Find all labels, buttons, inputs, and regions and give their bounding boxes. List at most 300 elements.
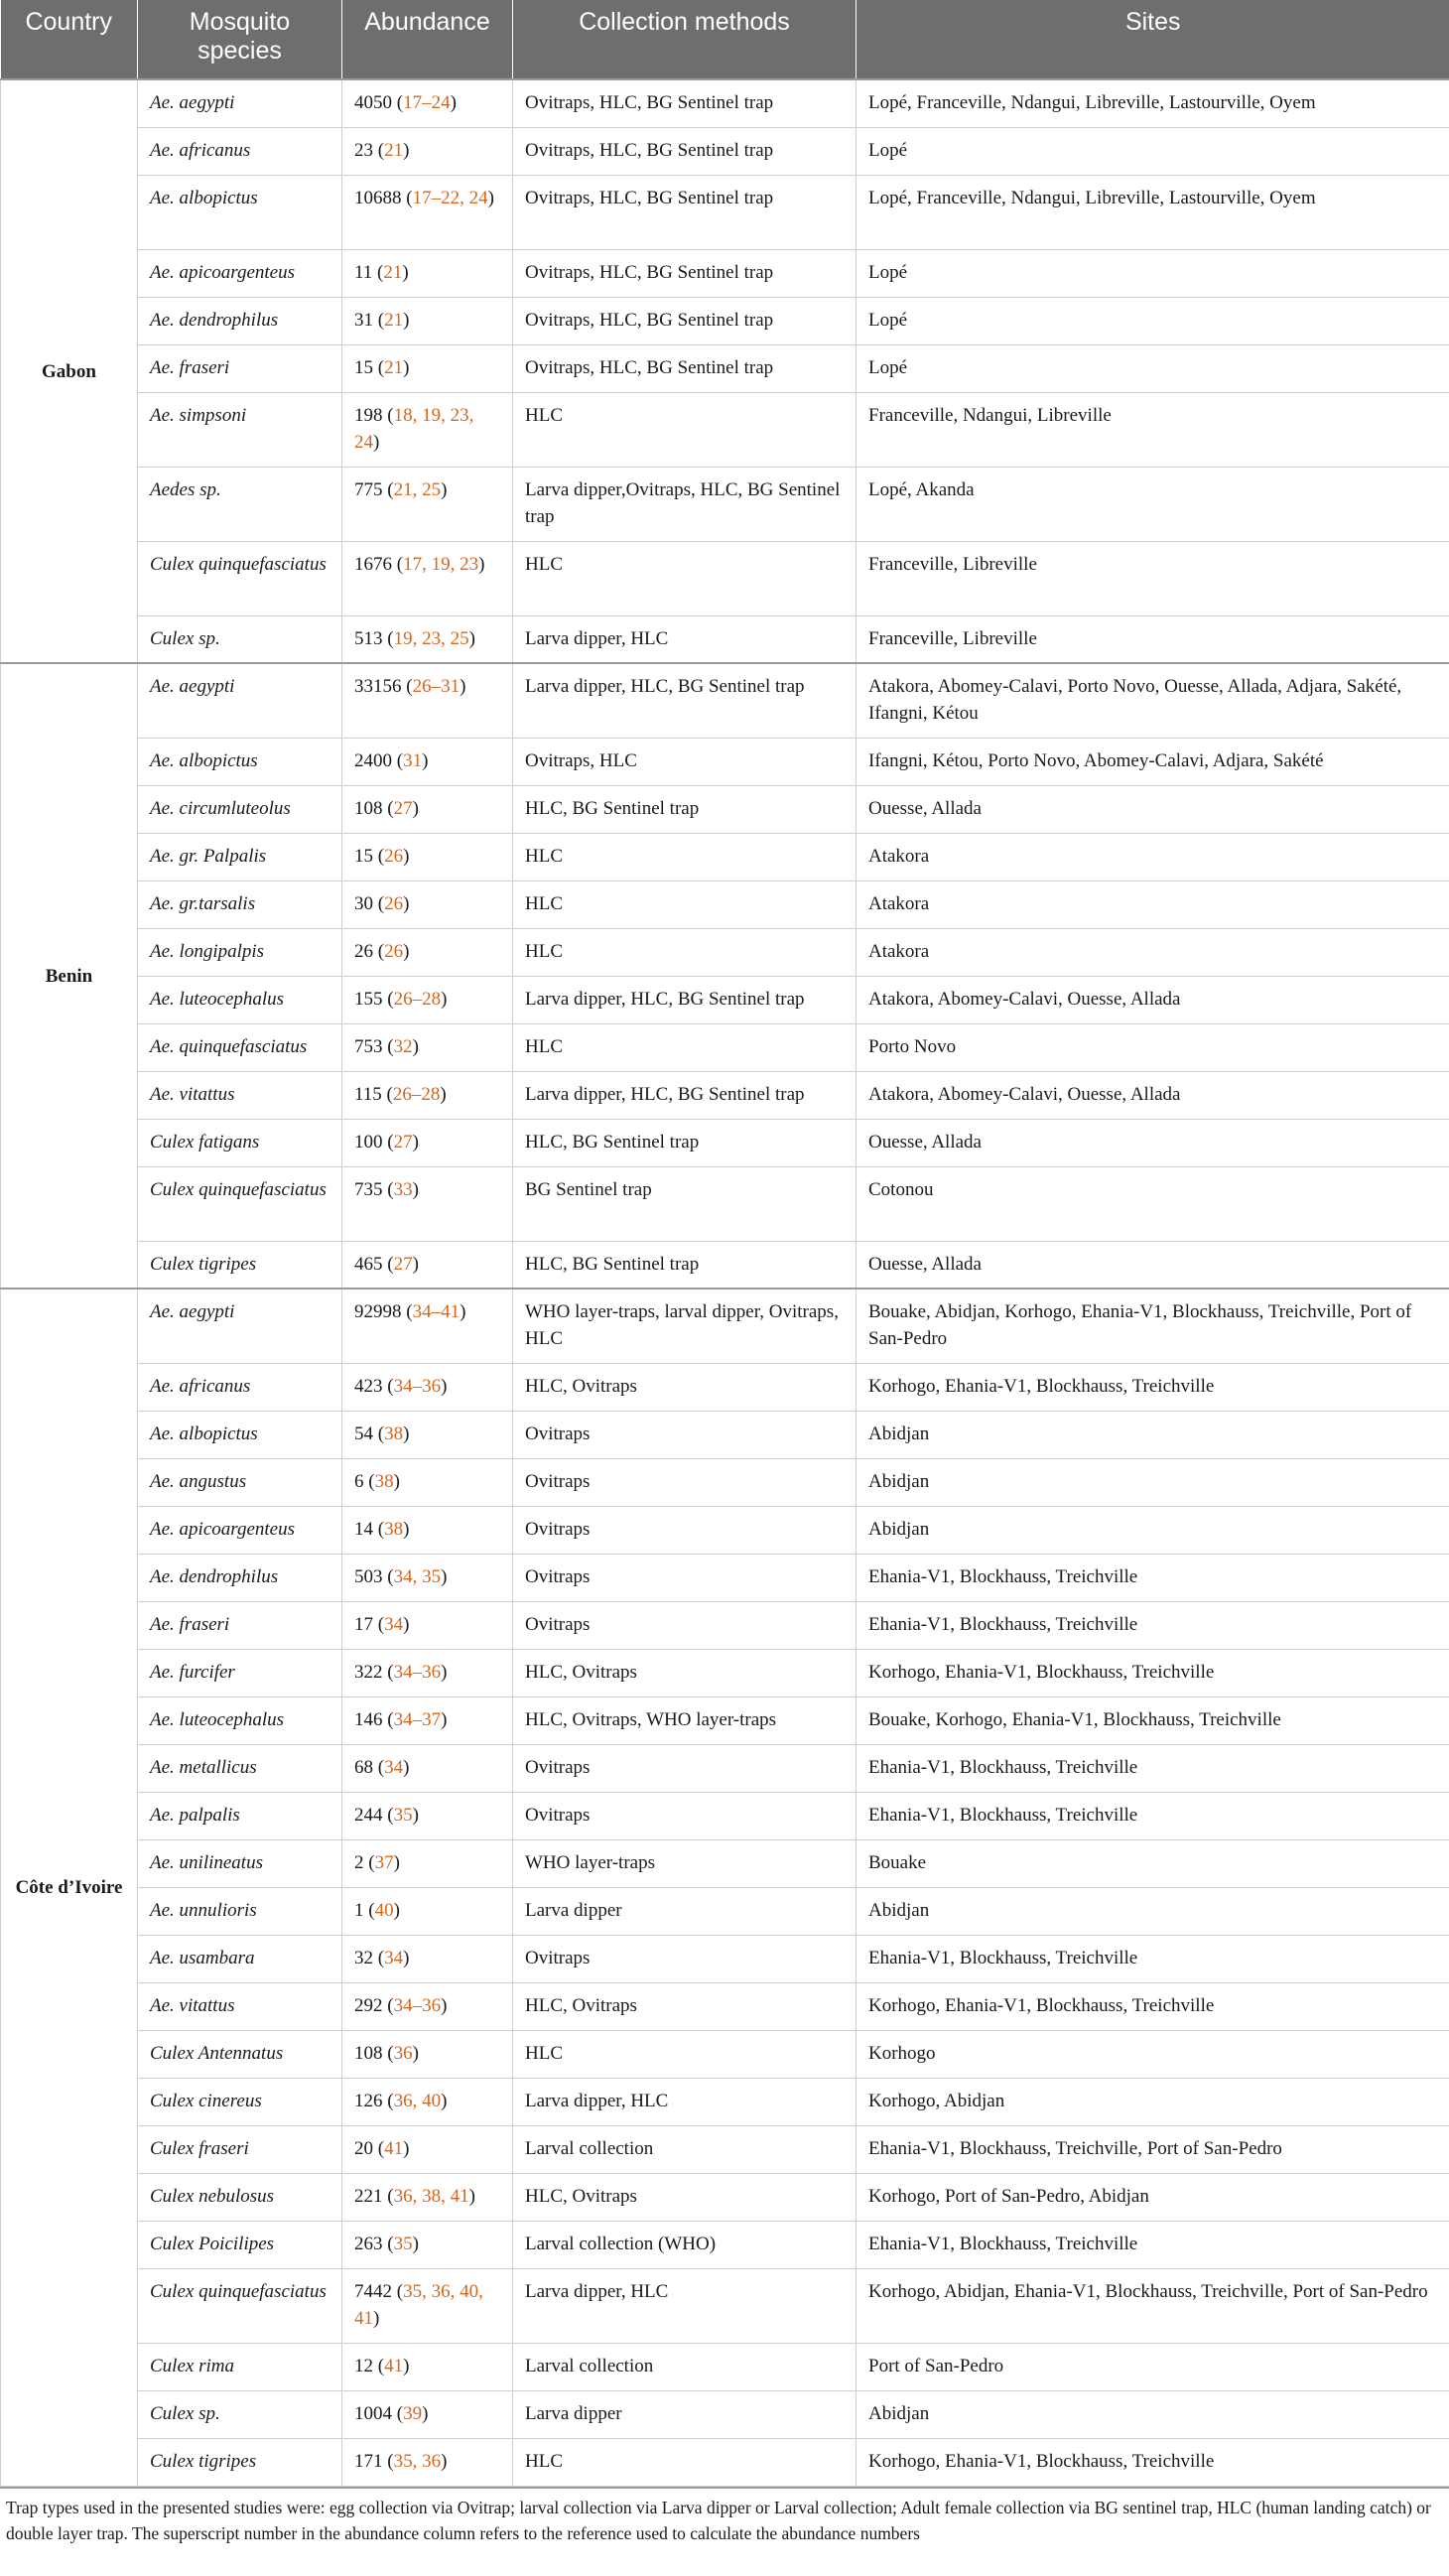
table-row	[1, 1241, 1449, 1288]
sites-cell: Ehania-V1, Blockhauss, Treichville, Port of San-Pedro	[856, 2125, 1449, 2173]
table-row	[1, 467, 1449, 541]
abundance-cell: 100 (27)	[342, 1119, 513, 1166]
abundance-cell: 32 (34)	[342, 1935, 513, 1982]
reference-link[interactable]: 17–22, 24	[412, 187, 488, 208]
abundance-count: 4050	[354, 92, 392, 113]
reference-link[interactable]: 17–24	[403, 92, 451, 113]
abundance-cell: 12 (41)	[342, 2343, 513, 2390]
methods-cell: Ovitraps, HLC, BG Sentinel trap	[513, 297, 856, 344]
table-row	[1, 2030, 1449, 2078]
abundance-count: 32	[354, 1947, 373, 1968]
reference-link[interactable]: 41	[384, 2137, 404, 2159]
abundance-count: 292	[354, 1994, 383, 2016]
reference-link[interactable]: 35	[393, 2233, 413, 2254]
abundance-count: 221	[354, 2185, 383, 2207]
sites-cell: Atakora, Abomey-Calavi, Ouesse, Allada	[856, 1071, 1449, 1119]
species-cell: Culex fatigans	[138, 1119, 342, 1166]
methods-cell: HLC, Ovitraps	[513, 1363, 856, 1411]
species-cell: Ae. vitattus	[138, 1071, 342, 1119]
reference-link[interactable]: 34–36	[393, 1661, 442, 1683]
methods-cell: HLC	[513, 2030, 856, 2078]
abundance-cell: 54 (38)	[342, 1411, 513, 1458]
abundance-count: 503	[354, 1565, 383, 1587]
table-row	[1, 881, 1449, 928]
table-row	[1, 1649, 1449, 1696]
sites-cell: Ehania-V1, Blockhauss, Treichville	[856, 1744, 1449, 1792]
abundance-cell: 423 (34–36)	[342, 1363, 513, 1411]
abundance-count: 322	[354, 1661, 383, 1683]
reference-link[interactable]: 21, 25	[393, 478, 442, 500]
reference-link[interactable]: 36, 40	[393, 2090, 442, 2111]
species-cell: Ae. apicoargenteus	[138, 249, 342, 297]
abundance-count: 753	[354, 1035, 383, 1057]
table-row	[1, 2390, 1449, 2438]
reference-link[interactable]: 26–31	[412, 676, 461, 697]
abundance-cell: 11 (21)	[342, 249, 513, 297]
reference-link[interactable]: 34	[384, 1947, 404, 1968]
table-row	[1, 1023, 1449, 1071]
abundance-cell: 1004 (39)	[342, 2390, 513, 2438]
abundance-cell: 108 (27)	[342, 785, 513, 833]
species-cell: Ae. aegypti	[138, 1288, 342, 1363]
methods-cell: HLC	[513, 833, 856, 881]
sites-cell: Lopé	[856, 127, 1449, 175]
table-row	[1, 615, 1449, 663]
species-cell: Ae. usambara	[138, 1935, 342, 1982]
species-cell: Ae. fraseri	[138, 1601, 342, 1649]
abundance-cell: 31 (21)	[342, 297, 513, 344]
header-sites: Sites	[856, 0, 1449, 79]
sites-cell: Atakora	[856, 833, 1449, 881]
methods-cell: Ovitraps	[513, 1935, 856, 1982]
abundance-cell: 126 (36, 40)	[342, 2078, 513, 2125]
sites-cell: Atakora, Abomey-Calavi, Porto Novo, Ouesse, Allada, Adjara, Sakété, Ifangni, Kétou	[856, 663, 1449, 738]
species-cell: Culex cinereus	[138, 2078, 342, 2125]
species-cell: Ae. africanus	[138, 127, 342, 175]
species-cell: Culex sp.	[138, 2390, 342, 2438]
table-row	[1, 1554, 1449, 1601]
species-cell: Culex quinquefasciatus	[138, 1166, 342, 1241]
reference-link[interactable]: 35, 36, 40, 41	[354, 2280, 483, 2329]
table-row	[1, 2173, 1449, 2221]
table-row	[1, 1601, 1449, 1649]
methods-cell: Larva dipper, HLC	[513, 2268, 856, 2343]
table-row	[1, 738, 1449, 785]
abundance-cell: 221 (36, 38, 41)	[342, 2173, 513, 2221]
methods-cell: HLC, Ovitraps	[513, 2173, 856, 2221]
methods-cell: Ovitraps	[513, 1601, 856, 1649]
species-cell: Culex nebulosus	[138, 2173, 342, 2221]
species-cell: Culex quinquefasciatus	[138, 2268, 342, 2343]
reference-link[interactable]: 21	[384, 309, 404, 331]
sites-cell: Cotonou	[856, 1166, 1449, 1241]
abundance-cell: 465 (27)	[342, 1241, 513, 1288]
abundance-cell: 15 (21)	[342, 344, 513, 392]
methods-cell: Ovitraps, HLC, BG Sentinel trap	[513, 175, 856, 249]
methods-cell: HLC	[513, 1023, 856, 1071]
species-cell: Ae. luteocephalus	[138, 976, 342, 1023]
reference-link[interactable]: 21	[383, 261, 403, 283]
methods-cell: HLC, Ovitraps	[513, 1649, 856, 1696]
reference-link[interactable]: 21	[384, 356, 404, 378]
abundance-count: 12	[354, 2355, 373, 2376]
abundance-cell: 2 (37)	[342, 1839, 513, 1887]
reference-link[interactable]: 26–28	[393, 988, 442, 1010]
table-row	[1, 1744, 1449, 1792]
country-cell: Côte d’Ivoire	[1, 1288, 138, 2486]
reference-link[interactable]: 32	[393, 1035, 413, 1057]
species-cell: Culex sp.	[138, 615, 342, 663]
species-cell: Ae. vitattus	[138, 1982, 342, 2030]
table-row	[1, 1696, 1449, 1744]
abundance-cell: 30 (26)	[342, 881, 513, 928]
sites-cell: Korhogo	[856, 2030, 1449, 2078]
species-cell: Ae. africanus	[138, 1363, 342, 1411]
header-species: Mosquito species	[138, 0, 342, 79]
abundance-cell: 513 (19, 23, 25)	[342, 615, 513, 663]
methods-cell: Larval collection	[513, 2343, 856, 2390]
sites-cell: Franceville, Libreville	[856, 615, 1449, 663]
abundance-count: 6	[354, 1470, 364, 1492]
species-cell: Ae. palpalis	[138, 1792, 342, 1839]
table-row	[1, 344, 1449, 392]
species-cell: Ae. albopictus	[138, 175, 342, 249]
sites-cell: Ehania-V1, Blockhauss, Treichville	[856, 1554, 1449, 1601]
table-row	[1, 2268, 1449, 2343]
species-cell: Aedes sp.	[138, 467, 342, 541]
table-row	[1, 663, 1449, 738]
methods-cell: BG Sentinel trap	[513, 1166, 856, 1241]
table-row	[1, 1166, 1449, 1241]
methods-cell: Ovitraps	[513, 1554, 856, 1601]
table-row	[1, 928, 1449, 976]
reference-link[interactable]: 38	[384, 1518, 404, 1540]
species-cell: Ae. apicoargenteus	[138, 1506, 342, 1554]
methods-cell: Ovitraps	[513, 1411, 856, 1458]
abundance-count: 54	[354, 1423, 373, 1444]
species-cell: Ae. gr. Palpalis	[138, 833, 342, 881]
methods-cell: HLC	[513, 881, 856, 928]
abundance-cell: 198 (18, 19, 23, 24)	[342, 392, 513, 467]
species-cell: Culex fraseri	[138, 2125, 342, 2173]
table-row	[1, 1411, 1449, 1458]
reference-link[interactable]: 38	[384, 1423, 404, 1444]
abundance-count: 15	[354, 356, 373, 378]
reference-link[interactable]: 19, 23, 25	[393, 627, 469, 649]
table-row	[1, 1288, 1449, 1363]
reference-link[interactable]: 34	[384, 1613, 404, 1635]
reference-link[interactable]: 35	[393, 1804, 413, 1826]
abundance-cell: 33156 (26–31)	[342, 663, 513, 738]
methods-cell: Ovitraps, HLC, BG Sentinel trap	[513, 79, 856, 127]
sites-cell: Atakora, Abomey-Calavi, Ouesse, Allada	[856, 976, 1449, 1023]
table-row	[1, 1839, 1449, 1887]
species-cell: Ae. albopictus	[138, 1411, 342, 1458]
sites-cell: Abidjan	[856, 2390, 1449, 2438]
abundance-count: 108	[354, 2042, 383, 2064]
abundance-count: 513	[354, 627, 383, 649]
table-row	[1, 833, 1449, 881]
species-cell: Ae. albopictus	[138, 738, 342, 785]
sites-cell: Korhogo, Port of San-Pedro, Abidjan	[856, 2173, 1449, 2221]
table-row	[1, 2343, 1449, 2390]
reference-link[interactable]: 34–37	[393, 1708, 442, 1730]
abundance-cell: 1676 (17, 19, 23)	[342, 541, 513, 615]
sites-cell: Bouake	[856, 1839, 1449, 1887]
reference-link[interactable]: 34–41	[412, 1301, 461, 1322]
methods-cell: Ovitraps, HLC, BG Sentinel trap	[513, 344, 856, 392]
sites-cell: Lopé	[856, 249, 1449, 297]
table-row	[1, 2438, 1449, 2486]
table-row	[1, 249, 1449, 297]
reference-link[interactable]: 26	[384, 940, 404, 962]
methods-cell: HLC, BG Sentinel trap	[513, 1119, 856, 1166]
sites-cell: Lopé, Franceville, Ndangui, Libreville, Lastourville, Oyem	[856, 175, 1449, 249]
methods-cell: WHO layer-traps, larval dipper, Ovitraps, HLC	[513, 1288, 856, 1363]
abundance-cell: 15 (26)	[342, 833, 513, 881]
species-cell: Ae. quinquefasciatus	[138, 1023, 342, 1071]
table-footnote: Trap types used in the presented studies were: egg collection via Ovitrap; larval collection via Larva dipper or Larval collection; Adult female collection via BG sentinel trap, HLC (human landing catch) or double layer trap. The superscript number in the abundance column refers to the reference used to calculate the abundance numbers	[0, 2487, 1449, 2546]
table-row	[1, 976, 1449, 1023]
species-cell: Ae. angustus	[138, 1458, 342, 1506]
species-cell: Ae. circumluteolus	[138, 785, 342, 833]
abundance-count: 465	[354, 1253, 383, 1275]
abundance-count: 23	[354, 139, 373, 161]
reference-link[interactable]: 36, 38, 41	[393, 2185, 469, 2207]
methods-cell: Ovitraps	[513, 1792, 856, 1839]
abundance-cell: 26 (26)	[342, 928, 513, 976]
species-cell: Ae. gr.tarsalis	[138, 881, 342, 928]
abundance-cell: 92998 (34–41)	[342, 1288, 513, 1363]
methods-cell: Ovitraps	[513, 1506, 856, 1554]
table-row	[1, 297, 1449, 344]
sites-cell: Bouake, Korhogo, Ehania-V1, Blockhauss, Treichville	[856, 1696, 1449, 1744]
methods-cell: HLC	[513, 392, 856, 467]
species-cell: Ae. furcifer	[138, 1649, 342, 1696]
abundance-cell: 503 (34, 35)	[342, 1554, 513, 1601]
sites-cell: Korhogo, Abidjan	[856, 2078, 1449, 2125]
methods-cell: Larva dipper	[513, 2390, 856, 2438]
methods-cell: WHO layer-traps	[513, 1839, 856, 1887]
reference-link[interactable]: 34–36	[393, 1375, 442, 1397]
reference-link[interactable]: 35, 36	[393, 2450, 442, 2472]
methods-cell: Ovitraps	[513, 1458, 856, 1506]
sites-cell: Korhogo, Abidjan, Ehania-V1, Blockhauss, Treichville, Port of San-Pedro	[856, 2268, 1449, 2343]
abundance-count: 7442	[354, 2280, 392, 2302]
reference-link[interactable]: 33	[393, 1178, 413, 1200]
species-cell: Ae. longipalpis	[138, 928, 342, 976]
abundance-cell: 23 (21)	[342, 127, 513, 175]
methods-cell: HLC, Ovitraps	[513, 1982, 856, 2030]
abundance-cell: 146 (34–37)	[342, 1696, 513, 1744]
table-header	[1, 0, 1449, 79]
abundance-cell: 68 (34)	[342, 1744, 513, 1792]
reference-link[interactable]: 40	[374, 1899, 394, 1921]
abundance-cell: 292 (34–36)	[342, 1982, 513, 2030]
sites-cell: Bouake, Abidjan, Korhogo, Ehania-V1, Blockhauss, Treichville, Port of San-Pedro	[856, 1288, 1449, 1363]
reference-link[interactable]: 36	[393, 2042, 413, 2064]
abundance-cell: 1 (40)	[342, 1887, 513, 1935]
reference-link[interactable]: 39	[403, 2402, 423, 2424]
abundance-count: 92998	[354, 1301, 402, 1322]
sites-cell: Franceville, Ndangui, Libreville	[856, 392, 1449, 467]
species-cell: Culex Poicilipes	[138, 2221, 342, 2268]
sites-cell: Ehania-V1, Blockhauss, Treichville	[856, 1792, 1449, 1839]
sites-cell: Abidjan	[856, 1506, 1449, 1554]
abundance-cell: 753 (32)	[342, 1023, 513, 1071]
reference-link[interactable]: 31	[403, 749, 423, 771]
species-cell: Ae. aegypti	[138, 79, 342, 127]
abundance-cell: 20 (41)	[342, 2125, 513, 2173]
sites-cell: Korhogo, Ehania-V1, Blockhauss, Treichville	[856, 1649, 1449, 1696]
species-cell: Ae. fraseri	[138, 344, 342, 392]
table-row	[1, 1071, 1449, 1119]
abundance-count: 33156	[354, 676, 402, 697]
table-row	[1, 79, 1449, 127]
abundance-cell: 4050 (17–24)	[342, 79, 513, 127]
table-row	[1, 2078, 1449, 2125]
reference-link[interactable]: 34	[384, 1756, 404, 1778]
species-cell: Ae. simpsoni	[138, 392, 342, 467]
methods-cell: Ovitraps, HLC, BG Sentinel trap	[513, 127, 856, 175]
species-cell: Ae. aegypti	[138, 663, 342, 738]
table-row	[1, 785, 1449, 833]
reference-link[interactable]: 26	[384, 892, 404, 914]
sites-cell: Port of San-Pedro	[856, 2343, 1449, 2390]
abundance-count: 423	[354, 1375, 383, 1397]
methods-cell: Larval collection (WHO)	[513, 2221, 856, 2268]
reference-link[interactable]: 26–28	[392, 1083, 441, 1105]
species-cell: Ae. metallicus	[138, 1744, 342, 1792]
country-cell: Gabon	[1, 79, 138, 663]
abundance-count: 10688	[354, 187, 402, 208]
species-cell: Culex rima	[138, 2343, 342, 2390]
table-row	[1, 1506, 1449, 1554]
abundance-count: 17	[354, 1613, 373, 1635]
sites-cell: Ouesse, Allada	[856, 1119, 1449, 1166]
species-cell: Culex quinquefasciatus	[138, 541, 342, 615]
table-row	[1, 1792, 1449, 1839]
abundance-cell: 171 (35, 36)	[342, 2438, 513, 2486]
table-row	[1, 1887, 1449, 1935]
methods-cell: Larva dipper, HLC, BG Sentinel trap	[513, 976, 856, 1023]
reference-link[interactable]: 41	[384, 2355, 404, 2376]
sites-cell: Abidjan	[856, 1887, 1449, 1935]
sites-cell: Atakora	[856, 928, 1449, 976]
sites-cell: Franceville, Libreville	[856, 541, 1449, 615]
reference-link[interactable]: 21	[384, 139, 404, 161]
table-row	[1, 127, 1449, 175]
abundance-count: 735	[354, 1178, 383, 1200]
abundance-cell: 108 (36)	[342, 2030, 513, 2078]
sites-cell: Atakora	[856, 881, 1449, 928]
methods-cell: Larval collection	[513, 2125, 856, 2173]
abundance-cell: 775 (21, 25)	[342, 467, 513, 541]
abundance-count: 126	[354, 2090, 383, 2111]
abundance-count: 68	[354, 1756, 373, 1778]
abundance-count: 31	[354, 309, 373, 331]
species-cell: Ae. dendrophilus	[138, 1554, 342, 1601]
reference-link[interactable]: 18, 19, 23, 24	[354, 404, 474, 453]
reference-link[interactable]: 17, 19, 23	[403, 553, 479, 575]
abundance-count: 108	[354, 797, 383, 819]
header-abundance: Abundance	[342, 0, 513, 79]
header-country: Country	[1, 0, 138, 79]
sites-cell: Lopé, Franceville, Ndangui, Libreville, Lastourville, Oyem	[856, 79, 1449, 127]
abundance-count: 1	[354, 1899, 364, 1921]
sites-cell: Ifangni, Kétou, Porto Novo, Abomey-Calavi, Adjara, Sakété	[856, 738, 1449, 785]
sites-cell: Lopé	[856, 297, 1449, 344]
methods-cell: HLC, Ovitraps, WHO layer-traps	[513, 1696, 856, 1744]
methods-cell: HLC	[513, 2438, 856, 2486]
species-cell: Culex Antennatus	[138, 2030, 342, 2078]
abundance-count: 30	[354, 892, 373, 914]
reference-link[interactable]: 34–36	[393, 1994, 442, 2016]
sites-cell: Abidjan	[856, 1458, 1449, 1506]
reference-link[interactable]: 34, 35	[393, 1565, 442, 1587]
table-row	[1, 1935, 1449, 1982]
abundance-count: 775	[354, 478, 383, 500]
abundance-cell: 10688 (17–22, 24)	[342, 175, 513, 249]
abundance-cell: 115 (26–28)	[342, 1071, 513, 1119]
methods-cell: HLC	[513, 541, 856, 615]
methods-cell: Larva dipper, HLC	[513, 2078, 856, 2125]
reference-link[interactable]: 38	[374, 1470, 394, 1492]
abundance-count: 1676	[354, 553, 392, 575]
table-row	[1, 541, 1449, 615]
table-row	[1, 1119, 1449, 1166]
sites-cell: Korhogo, Ehania-V1, Blockhauss, Treichville	[856, 2438, 1449, 2486]
reference-link[interactable]: 27	[393, 1131, 413, 1152]
abundance-count: 2	[354, 1851, 364, 1873]
sites-cell: Lopé	[856, 344, 1449, 392]
sites-cell: Ouesse, Allada	[856, 1241, 1449, 1288]
reference-link[interactable]: 37	[374, 1851, 394, 1873]
table-row	[1, 1458, 1449, 1506]
abundance-count: 198	[354, 404, 383, 426]
abundance-count: 171	[354, 2450, 383, 2472]
abundance-count: 20	[354, 2137, 373, 2159]
species-cell: Ae. luteocephalus	[138, 1696, 342, 1744]
methods-cell: Larva dipper, HLC	[513, 615, 856, 663]
reference-link[interactable]: 26	[384, 845, 404, 867]
abundance-count: 146	[354, 1708, 383, 1730]
sites-cell: Porto Novo	[856, 1023, 1449, 1071]
sites-cell: Ehania-V1, Blockhauss, Treichville	[856, 1601, 1449, 1649]
header-methods: Collection methods	[513, 0, 856, 79]
reference-link[interactable]: 27	[393, 797, 413, 819]
abundance-count: 26	[354, 940, 373, 962]
abundance-count: 100	[354, 1131, 383, 1152]
sites-cell: Ehania-V1, Blockhauss, Treichville	[856, 2221, 1449, 2268]
abundance-cell: 244 (35)	[342, 1792, 513, 1839]
abundance-cell: 155 (26–28)	[342, 976, 513, 1023]
abundance-count: 263	[354, 2233, 383, 2254]
abundance-count: 15	[354, 845, 373, 867]
abundance-cell: 7442 (35, 36, 40, 41)	[342, 2268, 513, 2343]
sites-cell: Abidjan	[856, 1411, 1449, 1458]
abundance-count: 1004	[354, 2402, 392, 2424]
table-row	[1, 2221, 1449, 2268]
abundance-count: 115	[354, 1083, 382, 1105]
abundance-cell: 17 (34)	[342, 1601, 513, 1649]
methods-cell: Larva dipper, HLC, BG Sentinel trap	[513, 1071, 856, 1119]
abundance-count: 244	[354, 1804, 383, 1826]
reference-link[interactable]: 27	[393, 1253, 413, 1275]
methods-cell: HLC, BG Sentinel trap	[513, 785, 856, 833]
table-body	[1, 79, 1449, 2486]
abundance-count: 14	[354, 1518, 373, 1540]
